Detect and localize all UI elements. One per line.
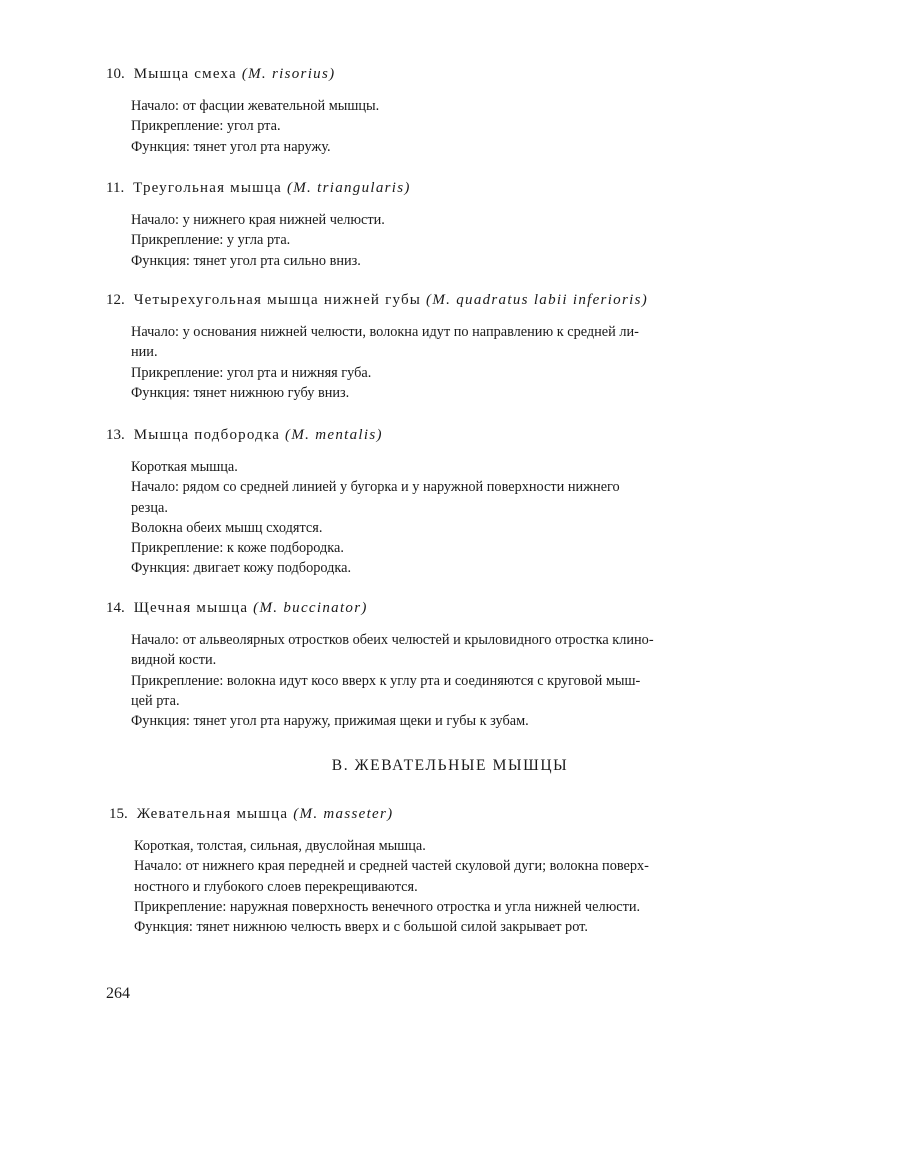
- entry-heading: [106, 598, 766, 618]
- entry-number: 14.: [106, 600, 125, 616]
- entry-line: Начало: от альвеолярных отростков обеих челюстей и крыловидного отростка клино-: [131, 632, 654, 648]
- entry-line: нии.: [131, 344, 158, 361]
- entry-number: 15.: [109, 806, 128, 822]
- entry-line: Прикрепление: волокна идут косо вверх к углу рта и соединяются с круговой мыш-: [131, 672, 641, 689]
- muscle-entry-quadratus-labii-inferioris: [106, 290, 766, 403]
- entry-latin-name: (M. quadratus labii inferioris): [426, 292, 649, 308]
- entry-line: Начало: от фасции жевательной мышцы.: [131, 98, 380, 114]
- entry-line: Функция: тянет угол рта наружу, прижимая щеки и губы к зубам.: [131, 713, 529, 730]
- entry-line: Прикрепление: угол рта и нижняя губа.: [131, 364, 372, 381]
- entry-heading: [106, 178, 766, 198]
- entry-line: Прикрепление: угол рта.: [131, 118, 281, 135]
- entry-line: Начало: рядом со средней линией у бугорка и у наружной поверхности нижнего: [131, 479, 620, 496]
- entry-line: Функция: тянет нижнюю губу вниз.: [131, 384, 350, 401]
- entry-latin-name: (M. mentalis): [285, 427, 383, 443]
- entry-heading: [106, 290, 766, 310]
- entry-line: Функция: тянет угол рта наружу.: [131, 138, 331, 155]
- entry-line: Функция: тянет угол рта сильно вниз.: [131, 252, 361, 269]
- entry-body: [106, 96, 766, 157]
- entry-number: 13.: [106, 427, 125, 443]
- muscle-entry-triangularis: [106, 178, 766, 271]
- entry-latin-name: (M. triangularis): [286, 180, 411, 196]
- entry-latin-name: (M. buccinator): [253, 600, 368, 616]
- entry-line: Короткая, толстая, сильная, двуслойная мышца.: [134, 838, 426, 854]
- entry-line: Прикрепление: наружная поверхность венечного отростка и угла нижней челюсти.: [134, 898, 641, 915]
- entry-body: [109, 836, 769, 937]
- entry-number: 11.: [106, 180, 125, 196]
- entry-body: [106, 210, 766, 271]
- entry-title: Мышца подбородка: [133, 427, 281, 443]
- entry-number: 10.: [106, 66, 125, 82]
- entry-line: Функция: тянет нижнюю челюсть вверх и с большой силой закрывает рот.: [134, 919, 588, 936]
- entry-number: 12.: [106, 292, 125, 308]
- entry-line: Начало: у нижнего края нижней челюсти.: [131, 212, 385, 228]
- muscle-entry-buccinator: [106, 598, 766, 731]
- entry-line: Волокна обеих мышц сходятся.: [131, 519, 323, 536]
- entry-line: Начало: у основания нижней челюсти, волокна идут по направлению к средней ли-: [131, 324, 639, 340]
- entry-title: Мышца смеха: [133, 66, 237, 82]
- entry-body: [106, 322, 766, 403]
- muscle-entry-risorius: [106, 64, 766, 157]
- entry-latin-name: (M. risorius): [241, 66, 336, 82]
- muscle-entry-mentalis: [106, 425, 766, 579]
- entry-line: Функция: двигает кожу подбородка.: [131, 560, 352, 577]
- entry-heading: [109, 804, 769, 824]
- page-number: 264: [106, 985, 130, 1002]
- entry-body: [106, 457, 766, 579]
- entry-line: Короткая мышца.: [131, 459, 238, 475]
- entry-line: Прикрепление: к коже подбородка.: [131, 540, 344, 557]
- entry-title: Треугольная мышца: [133, 180, 282, 196]
- entry-line: ностного и глубокого слоев перекрещиваются.: [134, 878, 418, 895]
- entry-latin-name: (M. masseter): [293, 806, 394, 822]
- entry-title: Жевательная мышца: [136, 806, 289, 822]
- entry-line: Прикрепление: у угла рта.: [131, 232, 291, 249]
- entry-heading: [106, 425, 766, 445]
- entry-line: Начало: от нижнего края передней и средней частей скуловой дуги; волокна поверх-: [134, 858, 649, 875]
- entry-line: видной кости.: [131, 652, 217, 669]
- entry-line: резца.: [131, 499, 168, 516]
- section-title: В. ЖЕВАТЕЛЬНЫЕ МЫШЦЫ: [331, 757, 569, 774]
- entry-heading: [106, 64, 766, 84]
- entry-body: [106, 630, 766, 731]
- entry-line: цей рта.: [131, 692, 180, 709]
- entry-title: Четырехугольная мышца нижней губы: [133, 292, 422, 308]
- muscle-entry-masseter: [109, 804, 769, 937]
- entry-title: Щечная мышца: [133, 600, 249, 616]
